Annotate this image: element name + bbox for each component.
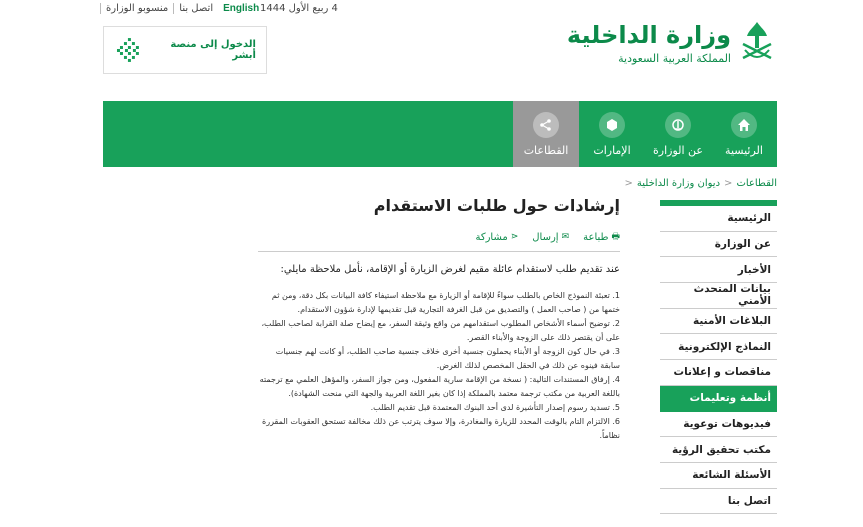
- share-icon: ⋖: [510, 232, 519, 242]
- top-bar: [100, 0, 777, 20]
- sidebar-item-security-reports[interactable]: البلاغات الأمنية: [660, 309, 777, 335]
- ministry-logo[interactable]: [567, 18, 777, 68]
- share-button[interactable]: [475, 229, 518, 245]
- nav-sectors-label: القطاعات: [523, 143, 569, 157]
- sectors-icon: [533, 112, 559, 138]
- main-content: [258, 196, 620, 443]
- contact-link[interactable]: اتصل بنا: [173, 3, 218, 14]
- sidebar-item-faq[interactable]: الأسئلة الشائعة: [660, 463, 777, 489]
- home-icon: [731, 112, 757, 138]
- sidebar-item-videos[interactable]: فيديوهات توعوية: [660, 412, 777, 438]
- breadcrumb-separator-icon: <: [724, 178, 733, 189]
- english-link[interactable]: English: [223, 3, 260, 14]
- intro-text: عند تقديم طلب لاستقدام عائلة مقيم لغرض الزيارة أو الإقامة، نأمل ملاحظة مايلي:: [280, 264, 620, 275]
- list-item: 5. تسديد رسوم إصدار التأشيرة لدى أحد البنوك المعتمدة قبل تقديم الطلب.: [370, 403, 620, 412]
- envelope-icon: ✉: [561, 232, 570, 242]
- logo-subtitle: المملكة العربية السعودية: [618, 51, 731, 65]
- nav-about-label: عن الوزارة: [653, 143, 703, 157]
- top-links: [100, 3, 264, 14]
- send-button[interactable]: [532, 229, 569, 245]
- list-item: 4. إرفاق المستندات التالية: ( نسخة من الإقامة سارية المفعول، ومن جواز السفر، والمؤهل العلمي مع ترجمته باللغة العربية من مكتب ترجمة معتمد بالمملكة إذا كان بغير اللغة العربية والجهة التي منحت الشهادة).: [259, 375, 620, 398]
- sidebar-item-vision-office[interactable]: مكتب تحقيق الرؤية: [660, 437, 777, 463]
- main-nav: [103, 101, 777, 167]
- hijri-date: 4 ربيع الأول 1444: [260, 3, 338, 14]
- absher-label: الدخول إلى منصة أبشر: [170, 39, 256, 61]
- saudi-emblem-icon: [737, 18, 777, 68]
- absher-chevron-icon: [114, 35, 144, 65]
- nav-emirates[interactable]: [579, 101, 645, 167]
- print-label: طباعة: [583, 231, 609, 243]
- breadcrumb-separator-icon: <: [624, 178, 633, 189]
- list-item: 6. الالتزام التام بالوقت المحدد للزيارة والمغادرة، وإلا سوف يترتب عن ذلك مخالفة تستحق العقوبات المقررة نظاماً.: [262, 417, 620, 440]
- sidebar-item-tenders[interactable]: مناقصات و إعلانات: [660, 360, 777, 386]
- nav-home-label: الرئيسية: [725, 143, 763, 157]
- sidebar-item-home[interactable]: الرئيسية: [660, 206, 777, 232]
- sidebar-item-security-spokesman[interactable]: بيانات المتحدث الأمني: [660, 283, 777, 309]
- sidebar-item-contact[interactable]: اتصل بنا: [660, 489, 777, 515]
- send-label: إرسال: [532, 231, 559, 243]
- sidebar-item-regulations[interactable]: أنظمة وتعليمات: [660, 386, 777, 412]
- emirates-icon: [599, 112, 625, 138]
- absher-login-button[interactable]: [103, 26, 267, 74]
- page-title: إرشادات حول طلبات الاستقدام: [373, 196, 620, 215]
- article-actions: [258, 229, 620, 252]
- nav-about[interactable]: [645, 101, 711, 167]
- steps-list: [258, 289, 620, 443]
- breadcrumb: [625, 178, 777, 189]
- logo-title: وزارة الداخلية: [566, 21, 731, 50]
- sidebar-item-news[interactable]: الأخبار: [660, 257, 777, 283]
- list-item: 2. توضيح أسماء الأشخاص المطلوب استقدامهم من واقع وثيقة السفر، مع إيضاح صلة القرابة لصاحب الطلب، على أن يقتصر ذلك على الزوجة والأبناء القصر.: [261, 319, 620, 342]
- sidebar: [660, 200, 777, 514]
- breadcrumb-diwan[interactable]: ديوان وزارة الداخلية: [636, 178, 721, 189]
- staff-link[interactable]: منسوبو الوزارة: [100, 3, 173, 14]
- sidebar-item-e-forms[interactable]: النماذج الإلكترونية: [660, 334, 777, 360]
- nav-emirates-label: الإمارات: [593, 143, 631, 157]
- list-item: 3. في حال كون الزوجة أو الأبناء يحملون جنسية أخرى خلاف جنسية صاحب الطلب، أو كانت لهم جنسيات سابقة فينوه عن ذلك في الحقل المخصص لذلك الغرض.: [275, 347, 620, 370]
- share-label: مشاركة: [475, 231, 508, 243]
- sidebar-item-about[interactable]: عن الوزارة: [660, 232, 777, 258]
- print-button[interactable]: [583, 229, 620, 245]
- nav-sectors[interactable]: [513, 101, 579, 167]
- print-icon: 🖶: [611, 232, 620, 242]
- breadcrumb-sectors[interactable]: القطاعات: [736, 178, 777, 189]
- ministry-emblem-icon: [665, 112, 691, 138]
- nav-home[interactable]: [711, 101, 777, 167]
- list-item: 1. تعبئة النموذج الخاص بالطلب سواءً للإقامة أو الزيارة مع ملاحظة استيفاء كافة البيانات بكل دقة، ومن ثم ختمها من ( صاحب العمل ) والتصديق من قبل الغرفة التجارية قبل تقديمها لإدارة شؤون الاستقدام.: [271, 291, 620, 314]
